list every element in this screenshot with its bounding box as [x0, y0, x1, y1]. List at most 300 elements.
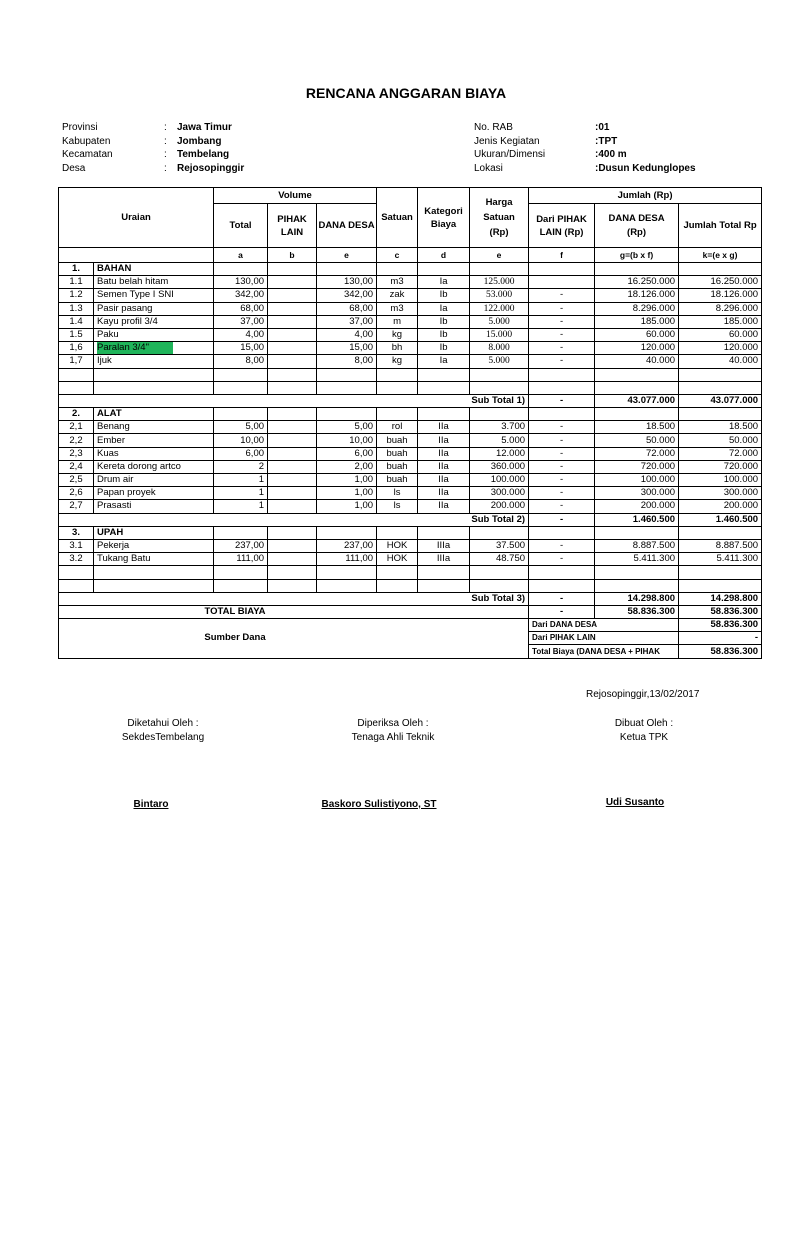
table-cell: 50.000 — [679, 434, 762, 447]
table-cell — [317, 526, 377, 539]
table-cell: buah — [377, 474, 418, 487]
table-cell — [268, 500, 317, 513]
header-pihak-lain: PIHAK LAIN — [268, 204, 317, 248]
table-cell: IIa — [418, 434, 470, 447]
table-cell: Batu belah hitam — [94, 276, 214, 289]
table-cell: 2,6 — [59, 487, 94, 500]
table-cell: 8,00 — [317, 355, 377, 368]
table-cell — [595, 566, 679, 579]
table-cell — [595, 368, 679, 381]
table-cell — [94, 342, 214, 355]
table-cell — [377, 566, 418, 579]
code-cell: b — [268, 248, 317, 263]
table-cell: - — [529, 487, 595, 500]
table-cell — [529, 368, 595, 381]
table-cell — [377, 526, 418, 539]
table-cell: IIa — [418, 500, 470, 513]
table-cell: Total Biaya (DANA DESA + PIHAK — [529, 645, 679, 658]
table-cell: TOTAL BIAYA — [59, 605, 529, 618]
table-cell: - — [529, 328, 595, 341]
code-cell: k=(e x g) — [679, 248, 762, 263]
table-cell — [59, 566, 94, 579]
table-cell: 37,00 — [317, 315, 377, 328]
header-uraian: Uraian — [59, 188, 214, 248]
table-cell — [317, 263, 377, 276]
table-cell — [418, 381, 470, 394]
table-cell — [268, 342, 317, 355]
table-cell: 40.000 — [595, 355, 679, 368]
table-row — [59, 302, 762, 315]
table-cell: 120.000 — [679, 342, 762, 355]
section-header-row — [59, 526, 762, 539]
table-cell — [679, 566, 762, 579]
meta-row-no-rab — [474, 121, 696, 135]
table-cell — [679, 579, 762, 592]
table-cell: buah — [377, 460, 418, 473]
code-cell: d — [418, 248, 470, 263]
table-row — [59, 315, 762, 328]
table-cell: - — [529, 460, 595, 473]
table-cell: - — [529, 394, 595, 407]
table-cell: Drum air — [94, 474, 214, 487]
table-cell: 72.000 — [595, 447, 679, 460]
table-cell — [529, 276, 595, 289]
signature-block-dibuat — [544, 717, 744, 745]
meta-colon: : — [164, 162, 167, 174]
table-cell: 3. — [59, 526, 94, 539]
table-cell — [268, 408, 317, 421]
table-cell: 12.000 — [470, 447, 529, 460]
table-cell: 18.126.000 — [595, 289, 679, 302]
table-cell: 1.3 — [59, 302, 94, 315]
table-cell: m — [377, 315, 418, 328]
table-cell: 1,00 — [317, 474, 377, 487]
table-cell: bh — [377, 342, 418, 355]
meta-value: Jawa Timur — [177, 122, 232, 133]
table-cell — [317, 566, 377, 579]
table-cell: 111,00 — [317, 553, 377, 566]
table-cell — [268, 315, 317, 328]
table-cell — [214, 579, 268, 592]
table-cell: 50.000 — [595, 434, 679, 447]
table-cell: Kereta dorong artco — [94, 460, 214, 473]
meta-colon: : — [164, 135, 167, 147]
table-cell — [59, 579, 94, 592]
table-cell: Ib — [418, 315, 470, 328]
table-cell: 5.411.300 — [679, 553, 762, 566]
table-cell: 360.000 — [470, 460, 529, 473]
meta-row-jenis — [474, 135, 696, 149]
table-cell: 342,00 — [214, 289, 268, 302]
meta-row-ukuran — [474, 148, 696, 162]
signature-position: Tenaga Ahli Teknik — [351, 732, 435, 743]
header-dari-pihak: Dari PIHAK LAIN (Rp) — [529, 204, 595, 248]
table-cell: 5.411.300 — [595, 553, 679, 566]
table-cell: Ember — [94, 434, 214, 447]
project-info — [474, 121, 696, 175]
table-cell: IIa — [418, 487, 470, 500]
code-cell: a — [214, 248, 268, 263]
signature-name-dibuat: Udi Susanto — [605, 797, 665, 808]
table-cell — [595, 526, 679, 539]
table-cell: 1 — [214, 474, 268, 487]
signature-position: Ketua TPK — [619, 732, 669, 743]
table-cell: 200.000 — [470, 500, 529, 513]
table-cell: ls — [377, 487, 418, 500]
table-row — [59, 355, 762, 368]
meta-colon: : — [164, 149, 167, 160]
section-header-row — [59, 263, 762, 276]
table-cell: 58.836.300 — [679, 645, 762, 658]
total-biaya-row — [59, 605, 762, 618]
table-cell — [470, 566, 529, 579]
code-cell: c — [377, 248, 418, 263]
table-cell: - — [529, 500, 595, 513]
table-cell — [679, 408, 762, 421]
subtotal-row — [59, 513, 762, 526]
header-harga: Harga Satuan (Rp) — [470, 188, 529, 248]
table-cell: - — [529, 592, 595, 605]
table-cell: HOK — [377, 539, 418, 552]
code-row — [59, 248, 762, 263]
table-cell: 5,00 — [214, 421, 268, 434]
table-row — [59, 474, 762, 487]
table-cell — [268, 421, 317, 434]
location-info — [62, 121, 244, 175]
meta-row-kecamatan — [62, 148, 244, 162]
table-cell: 43.077.000 — [595, 394, 679, 407]
table-cell — [377, 579, 418, 592]
blank-row — [59, 381, 762, 394]
blank-row — [59, 566, 762, 579]
table-cell — [268, 263, 317, 276]
table-cell: 3.1 — [59, 539, 94, 552]
table-row — [59, 289, 762, 302]
table-cell: m3 — [377, 276, 418, 289]
table-cell: IIa — [418, 447, 470, 460]
table-cell: 5.000 — [470, 315, 529, 328]
table-cell: 14.298.800 — [679, 592, 762, 605]
table-cell — [470, 381, 529, 394]
table-row — [59, 500, 762, 513]
signature-role: Diperiksa Oleh : — [357, 718, 429, 729]
table-cell — [595, 263, 679, 276]
table-cell: Sub Total 3) — [59, 592, 529, 605]
table-cell: 5.000 — [470, 434, 529, 447]
table-cell: 60.000 — [595, 328, 679, 341]
table-cell: 100.000 — [595, 474, 679, 487]
table-cell — [377, 263, 418, 276]
meta-row-desa — [62, 162, 244, 176]
table-cell: 3.700 — [470, 421, 529, 434]
table-cell — [529, 566, 595, 579]
table-cell: 14.298.800 — [595, 592, 679, 605]
table-cell — [268, 381, 317, 394]
table-cell: 300.000 — [470, 487, 529, 500]
table-cell — [268, 447, 317, 460]
table-cell: 2,3 — [59, 447, 94, 460]
table-cell: Ib — [418, 342, 470, 355]
meta-label: Lokasi — [474, 162, 503, 174]
table-cell: 1. — [59, 263, 94, 276]
table-cell: 2,00 — [317, 460, 377, 473]
meta-label: Desa — [62, 162, 86, 174]
table-cell — [317, 408, 377, 421]
meta-row-kabupaten — [62, 135, 244, 149]
table-cell — [595, 381, 679, 394]
table-cell: 3.2 — [59, 553, 94, 566]
table-cell — [214, 263, 268, 276]
table-cell — [268, 526, 317, 539]
meta-label: No. RAB — [474, 122, 513, 133]
table-cell — [59, 368, 94, 381]
table-cell: 8.296.000 — [679, 302, 762, 315]
table-cell: buah — [377, 434, 418, 447]
table-cell: - — [529, 447, 595, 460]
meta-colon: : — [164, 122, 167, 133]
signature-position: SekdesTembelang — [121, 732, 205, 743]
table-cell: Pasir pasang — [94, 302, 214, 315]
table-cell — [268, 579, 317, 592]
table-cell: IIIa — [418, 553, 470, 566]
table-cell: - — [529, 302, 595, 315]
table-cell: 200.000 — [595, 500, 679, 513]
table-row — [59, 328, 762, 341]
table-cell: 1,6 — [59, 342, 94, 355]
code-cell: f — [529, 248, 595, 263]
table-cell: - — [529, 289, 595, 302]
table-cell — [214, 408, 268, 421]
table-row — [59, 276, 762, 289]
table-cell — [377, 381, 418, 394]
signature-role: Diketahui Oleh : — [127, 718, 199, 729]
page-title: RENCANA ANGGARAN BIAYA — [305, 85, 507, 101]
table-cell: 342,00 — [317, 289, 377, 302]
code-cell: e — [317, 248, 377, 263]
table-cell: 1 — [214, 487, 268, 500]
table-cell — [59, 381, 94, 394]
table-cell: - — [529, 605, 595, 618]
table-cell — [317, 368, 377, 381]
table-cell: Kuas — [94, 447, 214, 460]
table-cell: - — [529, 553, 595, 566]
table-cell: Pekerja — [94, 539, 214, 552]
meta-value: :TPT — [595, 135, 618, 147]
table-cell — [418, 566, 470, 579]
table-cell: Sub Total 1) — [59, 394, 529, 407]
table-cell — [214, 368, 268, 381]
table-cell: 2,2 — [59, 434, 94, 447]
table-cell — [470, 368, 529, 381]
table-cell: 720.000 — [679, 460, 762, 473]
table-cell: kg — [377, 328, 418, 341]
table-cell: 58.836.300 — [595, 605, 679, 618]
table-cell: Prasasti — [94, 500, 214, 513]
table-cell — [268, 289, 317, 302]
table-cell: 60.000 — [679, 328, 762, 341]
table-cell: ALAT — [94, 408, 214, 421]
table-cell: 2 — [214, 460, 268, 473]
table-cell — [470, 579, 529, 592]
table-cell: 8.887.500 — [595, 539, 679, 552]
table-row — [59, 434, 762, 447]
table-cell — [679, 526, 762, 539]
table-row — [59, 421, 762, 434]
blank-row — [59, 579, 762, 592]
code-cell: e — [470, 248, 529, 263]
table-cell: - — [529, 539, 595, 552]
header-jumlah-total: Jumlah Total Rp — [679, 204, 762, 248]
signature-name-diketahui: Bintaro — [133, 799, 169, 810]
table-cell — [470, 263, 529, 276]
table-cell: 8.296.000 — [595, 302, 679, 315]
table-cell: 43.077.000 — [679, 394, 762, 407]
table-cell: 4,00 — [317, 328, 377, 341]
signature-name-diperiksa: Baskoro Sulistiyono, ST — [321, 799, 437, 810]
table-cell: 300.000 — [679, 487, 762, 500]
meta-value: :400 m — [595, 149, 627, 160]
table-cell — [317, 579, 377, 592]
table-cell: 18.500 — [679, 421, 762, 434]
table-cell: - — [529, 342, 595, 355]
table-cell: 125.000 — [470, 276, 529, 289]
table-cell: 15,00 — [214, 342, 268, 355]
table-cell: 37,00 — [214, 315, 268, 328]
table-cell: 16.250.000 — [679, 276, 762, 289]
table-cell: Ia — [418, 276, 470, 289]
meta-row-lokasi — [474, 162, 696, 176]
table-cell: 48.750 — [470, 553, 529, 566]
table-cell: Sumber Dana — [59, 619, 529, 659]
table-cell: 130,00 — [317, 276, 377, 289]
table-cell: buah — [377, 447, 418, 460]
table-cell: 130,00 — [214, 276, 268, 289]
table-cell: 16.250.000 — [595, 276, 679, 289]
table-cell: 15,00 — [317, 342, 377, 355]
table-cell: Ib — [418, 289, 470, 302]
table-cell: 18.126.000 — [679, 289, 762, 302]
budget-table — [58, 187, 762, 659]
meta-row-provinsi — [62, 121, 244, 135]
table-cell: 100.000 — [470, 474, 529, 487]
signature-role: Dibuat Oleh : — [614, 718, 674, 729]
table-cell — [595, 408, 679, 421]
table-cell: Sub Total 2) — [59, 513, 529, 526]
table-cell: 122.000 — [470, 302, 529, 315]
header-dana-desa: DANA DESA — [317, 204, 377, 248]
table-cell: 1,7 — [59, 355, 94, 368]
sumber-dana-row — [59, 619, 762, 632]
meta-label: Jenis Kegiatan — [474, 135, 540, 147]
table-cell: 10,00 — [214, 434, 268, 447]
table-cell: 18.500 — [595, 421, 679, 434]
meta-value: :01 — [595, 122, 610, 133]
code-cell — [59, 248, 214, 263]
table-cell — [94, 566, 214, 579]
table-cell: 237,00 — [317, 539, 377, 552]
table-row — [59, 539, 762, 552]
table-cell: Benang — [94, 421, 214, 434]
table-cell: 1.2 — [59, 289, 94, 302]
table-cell: zak — [377, 289, 418, 302]
place-date: Rejosopinggir,13/02/2017 — [586, 689, 700, 700]
table-cell: 8.887.500 — [679, 539, 762, 552]
header-jumlah: Jumlah (Rp) — [529, 188, 762, 204]
table-cell — [470, 408, 529, 421]
table-cell: 68,00 — [317, 302, 377, 315]
table-cell: - — [529, 355, 595, 368]
table-cell — [377, 368, 418, 381]
table-cell — [377, 408, 418, 421]
table-cell: 1.4 — [59, 315, 94, 328]
table-cell: 237,00 — [214, 539, 268, 552]
highlighted-item: Paralan 3/4" — [97, 342, 173, 354]
table-cell — [268, 328, 317, 341]
table-cell — [529, 408, 595, 421]
meta-label: Provinsi — [62, 122, 98, 133]
table-cell: 2,5 — [59, 474, 94, 487]
table-row — [59, 553, 762, 566]
table-row — [59, 447, 762, 460]
table-cell: HOK — [377, 553, 418, 566]
table-cell: 58.836.300 — [679, 605, 762, 618]
code-cell: g=(b x f) — [595, 248, 679, 263]
table-cell — [470, 526, 529, 539]
table-cell — [268, 539, 317, 552]
header-volume: Volume — [214, 188, 377, 204]
signature-block-diperiksa — [293, 717, 493, 745]
table-cell: IIa — [418, 460, 470, 473]
table-cell: Papan proyek — [94, 487, 214, 500]
table-cell: 1.5 — [59, 328, 94, 341]
table-cell: - — [679, 632, 762, 645]
table-cell: 1.460.500 — [595, 513, 679, 526]
table-cell: 8.000 — [470, 342, 529, 355]
meta-label: Kabupaten — [62, 135, 111, 147]
table-cell — [268, 368, 317, 381]
table-cell: ls — [377, 500, 418, 513]
section-header-row — [59, 408, 762, 421]
header-total: Total — [214, 204, 268, 248]
table-cell — [679, 381, 762, 394]
table-cell — [418, 526, 470, 539]
table-cell — [317, 381, 377, 394]
table-cell: Ia — [418, 355, 470, 368]
meta-value: Jombang — [177, 135, 222, 147]
header-dana-desa-rp: DANA DESA (Rp) — [595, 204, 679, 248]
table-cell: Ib — [418, 328, 470, 341]
table-cell: 15.000 — [470, 328, 529, 341]
table-cell: Paku — [94, 328, 214, 341]
header-satuan: Satuan — [377, 188, 418, 248]
table-cell: 37.500 — [470, 539, 529, 552]
table-cell: - — [529, 474, 595, 487]
subtotal-row — [59, 592, 762, 605]
table-cell — [529, 526, 595, 539]
table-cell: 53.000 — [470, 289, 529, 302]
table-cell: IIa — [418, 421, 470, 434]
table-cell — [268, 434, 317, 447]
table-cell — [418, 579, 470, 592]
table-cell: 1.1 — [59, 276, 94, 289]
table-cell: - — [529, 421, 595, 434]
table-cell: 58.836.300 — [679, 619, 762, 632]
table-cell: kg — [377, 355, 418, 368]
table-cell: - — [529, 513, 595, 526]
table-cell: 68,00 — [214, 302, 268, 315]
table-cell: 185.000 — [679, 315, 762, 328]
table-cell — [529, 579, 595, 592]
